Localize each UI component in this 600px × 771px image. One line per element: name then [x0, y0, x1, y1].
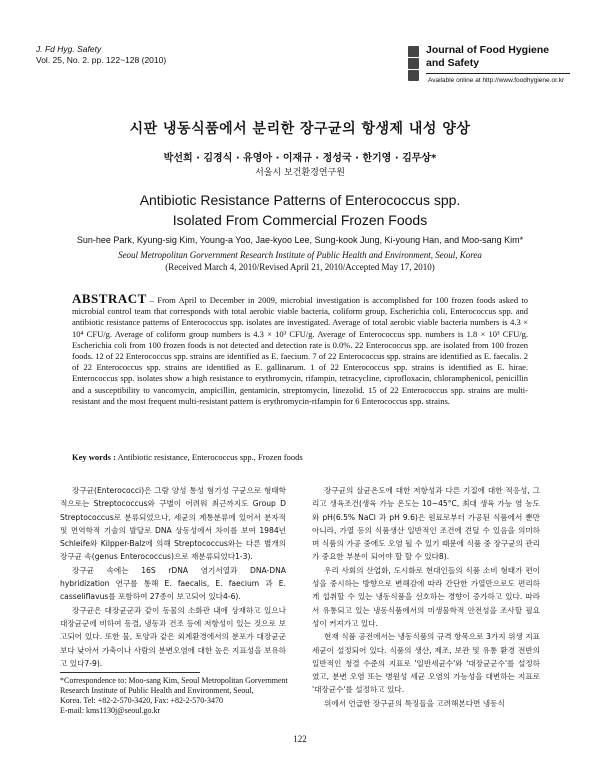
keywords-list: Antibiotic resistance, Enterococcus spp., Frozen foods	[117, 452, 303, 462]
journal-emblem-icon	[408, 46, 421, 82]
available-online-link[interactable]: Available online at http://www.foodhygiene.or.kr	[428, 77, 565, 84]
body-column-left	[60, 484, 286, 670]
footnote-line: Korea. Tel: +82-2-570-3420, Fax: +82-2-570-3470	[60, 696, 223, 705]
body-paragraph: 현재 식품 공전에서는 냉동식품의 규격 항목으로 3가지 위생 지표 세균이 설정되어 있다. 식품의 생산, 제조, 보관 및 유통 환경 전반의 일반적인 청결 수준의 지표로 '일반세균수'와 '대장균군수'를 설정하였고, 분변 오염 또는 병원성 세균 오염의 가능성을 대변하는 지표로 '대장균수'를 설정하고 있다.	[312, 632, 540, 695]
logo-divider	[426, 73, 570, 74]
journal-volume: Vol. 25, No. 2. pp. 122~128 (2010)	[36, 55, 167, 65]
journal-logo-title	[426, 44, 549, 70]
journal-reference	[36, 44, 166, 66]
affiliation-english: Seoul Metropolitan Gorvernment Research Institute of Public Health and Environment, Seoul, Korea	[118, 250, 482, 260]
body-paragraph: 우리 사회의 산업화, 도시화로 현대인들의 식품 소비 형태가 편이성을 중시하는 방향으로 변해감에 따라 간단한 가열만으로도 편리하게 섭취할 수 있는 냉동식품을 선호하는 경향이 증가하고 있다. 따라서 유통되고 있는 냉동식품에서의 미생물학적 안전성을 조사할 필요성이 커져가고 있다.	[312, 565, 540, 628]
keywords	[72, 452, 528, 462]
abstract-body: – From April to December in 2009, microbial investigation is accomplished for 100 frozen foods asked to microbial control team that corresponds with total aerobic viable bacteria, coliform group, Escherichia coli, Enterococcus spp. and antibiotic resistance patterns of Enterococcus spp. isolates are investigated. Average of total aerobic viable bacteria numbers is 4.3 × 10⁴ CFU/g. Average of coliform group numbers is 4.3 × 10³ CFU/g. Average of Enterococcus spp. numbers is 1.8 × 10³ CFU/g. Escherichia coli from 100 frozen foods is not detected and detection rate is 0.0%. 22 Enterococcus spp. are isolated from 100 frozen foods. 12 of 22 Enterococcus spp. strains are identified as E. faecium. 7 of 22 Enterococcus spp. strains are identified as E. faecalis. 2 of 22 Enterococcus spp. strains are identified as E. gallinarum. 1 of 22 Enterococcus spp. strains is identified as E. hirae. Enterococcus spp. isolates show a high resistance to erythromycin, rifampin, tetracycline, ciprofloxacin, chloramphenicol, penicillin and a susceptibility to vancomycin, ampicillin, gentamicin, streptomycin, linezolid. 15 of 22 Enterococcus spp. strains are multi-resistant and the most frequent multi-resistant pattern is erythromycin-rifampin for 6 Enterococcus spp. strains.	[72, 295, 528, 406]
authors-english: Sun-hee Park, Kyung-sig Kim, Young-a Yoo, Jae-kyoo Lee, Sung-kook Jung, Ki-young Han, and Moo-sang Kim*	[76, 235, 524, 245]
journal-name: J. Fd Hyg. Safety	[36, 44, 102, 54]
body-column-right	[312, 484, 540, 710]
title-korean: 시판 냉동식품에서 분리한 장구균의 항생제 내성 양상	[129, 121, 471, 137]
abstract	[72, 293, 528, 407]
logo-title-line1: Journal of Food Hygiene	[426, 44, 550, 56]
keywords-label: Key words :	[72, 452, 116, 462]
body-paragraph: 위에서 언급한 장구균의 특징들을 고려해본다면 냉동식	[324, 698, 505, 708]
body-paragraph: 장구균은 대장균군과 같이 동물의 소화관 내에 상재하고 있으나 대장균군에 비하여 동결, 냉동과 건조 등에 저항성이 있는 것으로 보고되어 있다. 또한 물, 토양과 같은 외계환경에서의 분포가 대장균군보다 낮아서 가축이나 사람의 분변오염에 대한 높은 지표성을 보유하고 있다7-9).	[60, 605, 286, 668]
footnote-email[interactable]: E-mail: kms1130j@seoul.go.kr	[60, 706, 161, 715]
body-paragraph: 장구균의 살균온도에 대한 저항성과 다른 기질에 대한 적응성, 그리고 생육조건(생육 가능 온도는 10~45°C, 최대 생육 가능 염 농도와 pH(6.5% NaCl 과 pH 9.6)은 원료로부터 가공된 식품에서 뿐만 아니라, 가열 등의 식품생산 일반적인 조건에 견딜 수 있음을 의미하며 식품의 가공 중에도 오염 될 수 있기 때문에 식품 중 장구균의 관리가 중요한 부분이 되어야 할 할 수 있다8).	[312, 486, 540, 562]
body-paragraph: 장구균(Enterococci)은 그람 양성 통성 혐기성 구균으로 형태학적으로는 Streptococcus와 구별이 어려워 최근까지도 Group D Streptococcus로 분류되었으나, 세균의 계통분류에 있어서 분자적 및 면역학적 기술의 발달로 DNA 상동성에서 차이를 보여 1984년 Schleife와 Kilpper-Balz에 의해 Streptococcus와는 다른 별개의 장구균 속(genus Enterococcus)으로 재분류되었다1-3).	[60, 486, 286, 562]
journal-logo	[408, 44, 570, 90]
logo-title-line2: and Safety	[426, 57, 480, 69]
correspondence-footnote	[60, 676, 300, 716]
affiliation-korean: 서울시 보건환경연구원	[255, 168, 345, 178]
footnote-line: *Correspondence to: Moo-sang Kim, Seoul Metropolitan Gorvernment Research Institute of Public Health and Environment, Seoul,	[60, 676, 288, 695]
title-english-line1: Antibiotic Resistance Patterns of Enterococcus spp.	[139, 192, 461, 208]
body-paragraph: 장구균 속에는 16S rDNA 염기서열과 DNA-DNA hybridization 연구를 통해 E. faecalis, E. faecium 과 E. casseliflavus를 포함하여 27종이 보고되어 있다4-6).	[60, 565, 286, 602]
page-number: 122	[293, 734, 307, 744]
title-english-line2: Isolated From Commercial Frozen Foods	[172, 212, 428, 228]
abstract-heading: ABSTRACT	[72, 291, 147, 306]
received-dates: (Received March 4, 2010/Revised April 21, 2010/Accepted May 17, 2010)	[165, 262, 435, 272]
title-english	[0, 190, 600, 230]
footnote-divider	[60, 672, 200, 673]
authors-korean: 박선희 · 김경식 · 유영아 · 이재규 · 정성국 · 한기영 · 김무상*	[163, 153, 437, 164]
